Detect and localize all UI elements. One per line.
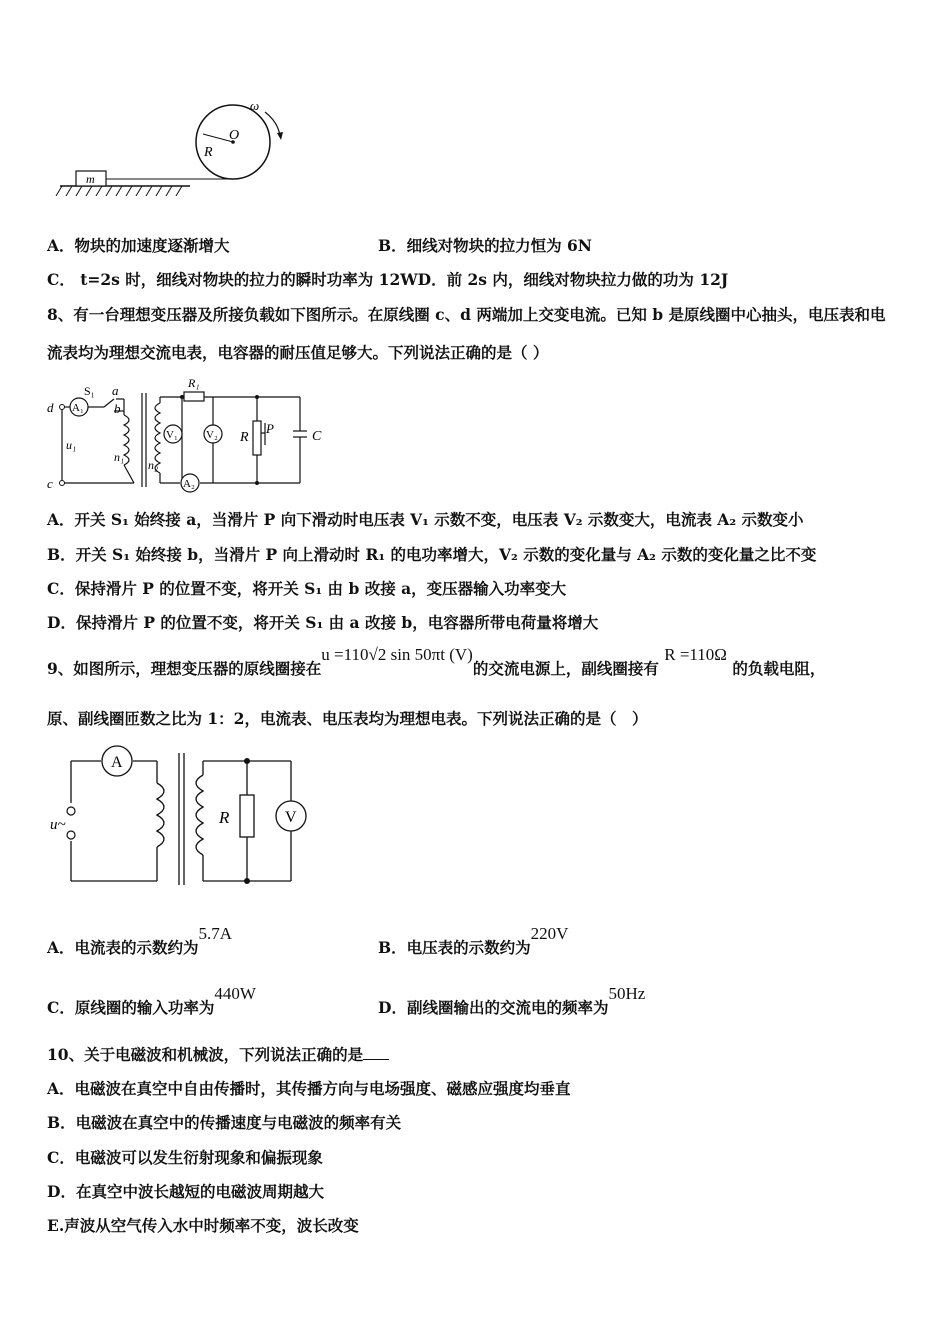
omega-label: ω [250, 98, 260, 113]
q9-option-b-value: 220V [530, 924, 569, 943]
q9-option-c [47, 984, 256, 1018]
q9-option-d-text: D．副线圈输出的交流电的频率为 [378, 998, 609, 1017]
label-n2: n₂ [148, 458, 159, 472]
q8-option-a: A．开关 S₁ 始终接 a，当滑片 P 向下滑动时电压表 V₁ 示数不变，电压表 V₂ 示数变大，电流表 A₂ 示数变小 [47, 510, 804, 529]
figure-transformer-load [45, 745, 315, 890]
ammeter-a1-label: A₁ [72, 402, 84, 414]
q8-option-d: D．保持滑片 P 的位置不变，将开关 S₁ 由 a 改接 b，电容器所带电荷量将增大 [47, 613, 599, 632]
voltmeter-v2-label: V₂ [206, 429, 218, 441]
q10-stem-text: 10、关于电磁波和机械波，下列说法正确的是 [47, 1045, 364, 1064]
center-label: O [229, 128, 240, 143]
label-n1: n₁ [114, 450, 125, 464]
q9-option-b [378, 924, 569, 958]
q9-formula: u =110√2 sin 50πt (V) [321, 645, 473, 664]
figure-transformer-switch [42, 375, 342, 495]
q8-option-b: B．开关 S₁ 始终接 b，当滑片 P 向上滑动时 R₁ 的电功率增大，V₂ 示数的变化量与 A₂ 示数的变化量之比不变 [47, 545, 817, 564]
q9-stem-line1 [47, 645, 826, 679]
q7-option-c: C． t=2s 时，细线对物块的拉力的瞬时功率为 12W [47, 270, 418, 289]
voltmeter-v1-label: V₁ [166, 429, 178, 441]
label-a: a [112, 383, 119, 398]
q10-stem [47, 1045, 389, 1065]
q9-stem-pre: 9、如图所示，理想变压器的原线圈接在 [47, 659, 322, 678]
q7-option-b: B．细线对物块的拉力恒为 6N [378, 236, 592, 255]
label-u1: u₁ [66, 438, 77, 452]
q10-option-e: E.声波从空气传入水中时频率不变，波长改变 [47, 1216, 359, 1235]
q9-resistor: R =110Ω [664, 645, 727, 664]
q9-stem-mid: 的交流电源上，副线圈接有 [472, 659, 659, 678]
q9-stem-line2: 原、副线圈匝数之比为 1：2，电流表、电压表均为理想电表。下列说法正确的是（ ） [47, 709, 648, 728]
label-cap: C [312, 429, 322, 444]
mass-label: m [86, 172, 95, 186]
q9-option-a [47, 924, 233, 958]
q7-option-d: D．前 2s 内，细线对物块拉力做的功为 12J [417, 270, 729, 289]
q8-stem-line1: 8、有一台理想变压器及所接负载如下图所示。在原线圈 c、d 两端加上交变电流。已知 b 是原线圈中心抽头，电压表和电 [47, 305, 886, 324]
label-r: R [240, 430, 249, 445]
q10-option-d: D．在真空中波长越短的电磁波周期越大 [47, 1182, 324, 1201]
q7-option-a: A．物块的加速度逐渐增大 [47, 236, 230, 255]
q9-stem-post: 的负载电阻， [732, 659, 826, 678]
q10-option-b: B．电磁波在真空中的传播速度与电磁波的频率有关 [47, 1113, 402, 1132]
source-label: u~ [50, 817, 66, 833]
label-p: P [266, 421, 274, 436]
label-s1: S₁ [84, 384, 95, 398]
q9-option-c-text: C．原线圈的输入功率为 [47, 998, 215, 1017]
ammeter-a2-label: A₂ [183, 478, 195, 490]
q10-option-c: C．电磁波可以发生衍射现象和偏振现象 [47, 1148, 323, 1167]
resistor-label: R [219, 808, 230, 827]
answer-blank [363, 1045, 389, 1060]
q8-option-c: C．保持滑片 P 的位置不变，将开关 S₁ 由 b 改接 a，变压器输入功率变大 [47, 579, 567, 598]
radius-label: R [204, 145, 213, 160]
ammeter-label: A [111, 754, 123, 771]
q9-option-b-text: B．电压表的示数约为 [378, 938, 531, 957]
figure-wheel-block [40, 92, 300, 207]
q9-option-a-text: A．电流表的示数约为 [47, 938, 199, 957]
q8-stem-line2: 流表均为理想交流电表，电容器的耐压值足够大。下列说法正确的是（ ） [47, 343, 549, 362]
label-b: b [114, 401, 121, 416]
q9-option-a-value: 5.7A [198, 924, 233, 943]
label-r1: R₁ [188, 376, 200, 390]
q7-row-cd [47, 270, 728, 290]
q9-option-d-value: 50Hz [608, 984, 646, 1003]
voltmeter-label: V [285, 809, 297, 826]
q9-option-d [378, 984, 646, 1018]
q9-option-c-value: 440W [214, 984, 256, 1003]
q10-option-a: A．电磁波在真空中自由传播时，其传播方向与电场强度、磁感应强度均垂直 [47, 1079, 571, 1098]
label-c: c [47, 476, 53, 491]
label-d: d [47, 400, 54, 415]
